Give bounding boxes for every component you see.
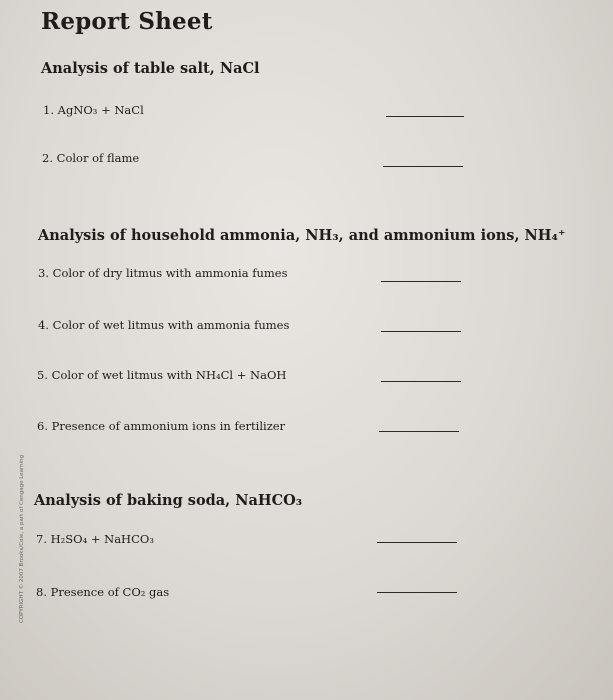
question-5 [37,368,286,382]
question-text: Color of flame [56,151,140,165]
question-number: 4. [38,318,49,332]
question-text: H₂SO₄ + NaHCO₃ [50,532,154,546]
answer-line-5[interactable] [381,381,461,382]
question-number: 5. [37,368,48,382]
section-heading-table-salt: Analysis of table salt, NaCl [41,60,260,77]
question-number: 2. [42,151,53,165]
question-number: 8. [36,585,47,599]
answer-line-3[interactable] [381,281,461,282]
question-number: 3. [38,266,49,280]
question-2 [42,151,139,165]
bleed-through-decoration [395,83,396,96]
question-text: Color of wet litmus with NH₄Cl + NaOH [51,368,287,382]
question-number: 6. [37,419,48,433]
page-title: Report Sheet [41,8,213,35]
question-3 [38,266,287,280]
question-number: 1. [43,103,54,117]
answer-line-7[interactable] [377,542,457,543]
question-text: Color of dry litmus with ammonia fumes [52,266,288,280]
question-4 [38,318,289,332]
section-heading-baking-soda: Analysis of baking soda, NaHCO₃ [34,492,303,509]
section-heading-household-ammonia: Analysis of household ammonia, NH₃, and ammonium ions, NH₄⁺ [38,227,566,244]
answer-line-1[interactable] [386,116,464,117]
answer-line-4[interactable] [381,331,461,332]
question-6 [37,419,285,433]
answer-line-2[interactable] [383,166,463,167]
question-text: Presence of ammonium ions in fertilizer [51,419,286,433]
question-1 [43,103,144,117]
question-8 [36,585,169,599]
question-text: Presence of CO₂ gas [50,585,170,599]
answer-line-6[interactable] [379,431,459,432]
question-7 [36,532,154,546]
question-text: AgNO₃ + NaCl [57,103,144,117]
question-text: Color of wet litmus with ammonia fumes [52,318,290,332]
question-number: 7. [36,532,47,546]
copyright-note: COPYRIGHT © 2007 Brooks/Cole, a part of Cengage Learning [19,454,25,623]
answer-line-8[interactable] [377,592,457,593]
